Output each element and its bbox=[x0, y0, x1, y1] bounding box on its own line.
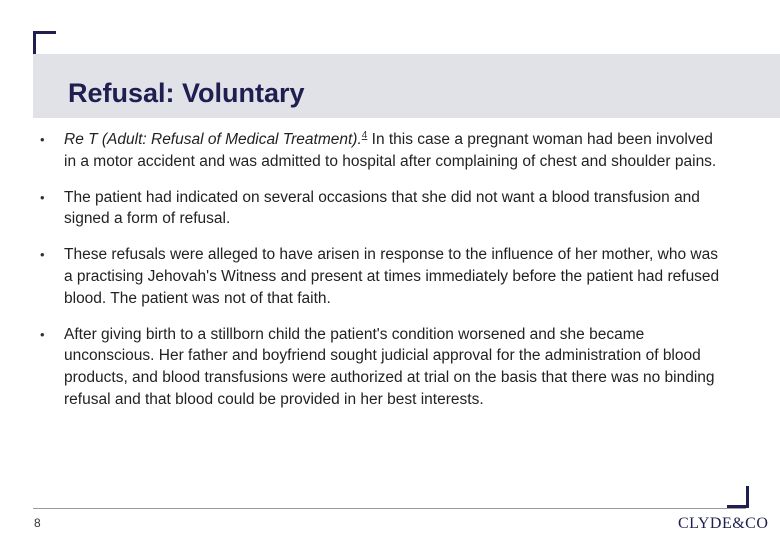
bullet-dot-icon: • bbox=[40, 132, 45, 147]
bullet-text: After giving birth to a stillborn child the patient's condition worsened and she became unconscious. Her father and boyfriend sought judicial approval for the administration of blood products, and blood transfusions were authorized at trial on the basis that there was no binding refusal and that blood could be provided in her best interests. bbox=[64, 325, 715, 408]
bullet-dot-icon: • bbox=[40, 247, 45, 263]
bullet-text: In this case a pregnant woman had been involved in a motor accident and was admitted to hospital after complaining of chest and shoulder pains. bbox=[64, 131, 717, 170]
bullet-item bbox=[40, 244, 720, 309]
page-number: 8 bbox=[34, 516, 41, 530]
slide-title: Refusal: Voluntary bbox=[68, 78, 305, 108]
bullet-item bbox=[40, 324, 720, 411]
bullet-item bbox=[40, 187, 720, 231]
case-name: Re T (Adult: Refusal of Medical Treatment). bbox=[64, 131, 362, 148]
bullet-dot-icon: • bbox=[40, 326, 45, 342]
top-left-corner-bracket bbox=[33, 31, 56, 54]
bullet-text: These refusals were alleged to have arisen in response to the influence of her mother, who was a practising Jehovah's Witness and present at times immediately before the patient had refused blood. The patient was not of that faith. bbox=[64, 246, 720, 307]
bullet-text: The patient had indicated on several occasions that she did not want a blood transfusion and signed a form of refusal. bbox=[64, 188, 700, 228]
footnote-reference[interactable]: 4 bbox=[361, 129, 368, 141]
bullet-list bbox=[40, 129, 720, 425]
bullet-item bbox=[40, 129, 720, 173]
bullet-dot-icon: • bbox=[40, 189, 45, 205]
bottom-right-corner-bracket bbox=[727, 486, 749, 508]
company-logo: CLYDE&CO bbox=[678, 515, 769, 532]
footer-divider bbox=[33, 508, 746, 509]
